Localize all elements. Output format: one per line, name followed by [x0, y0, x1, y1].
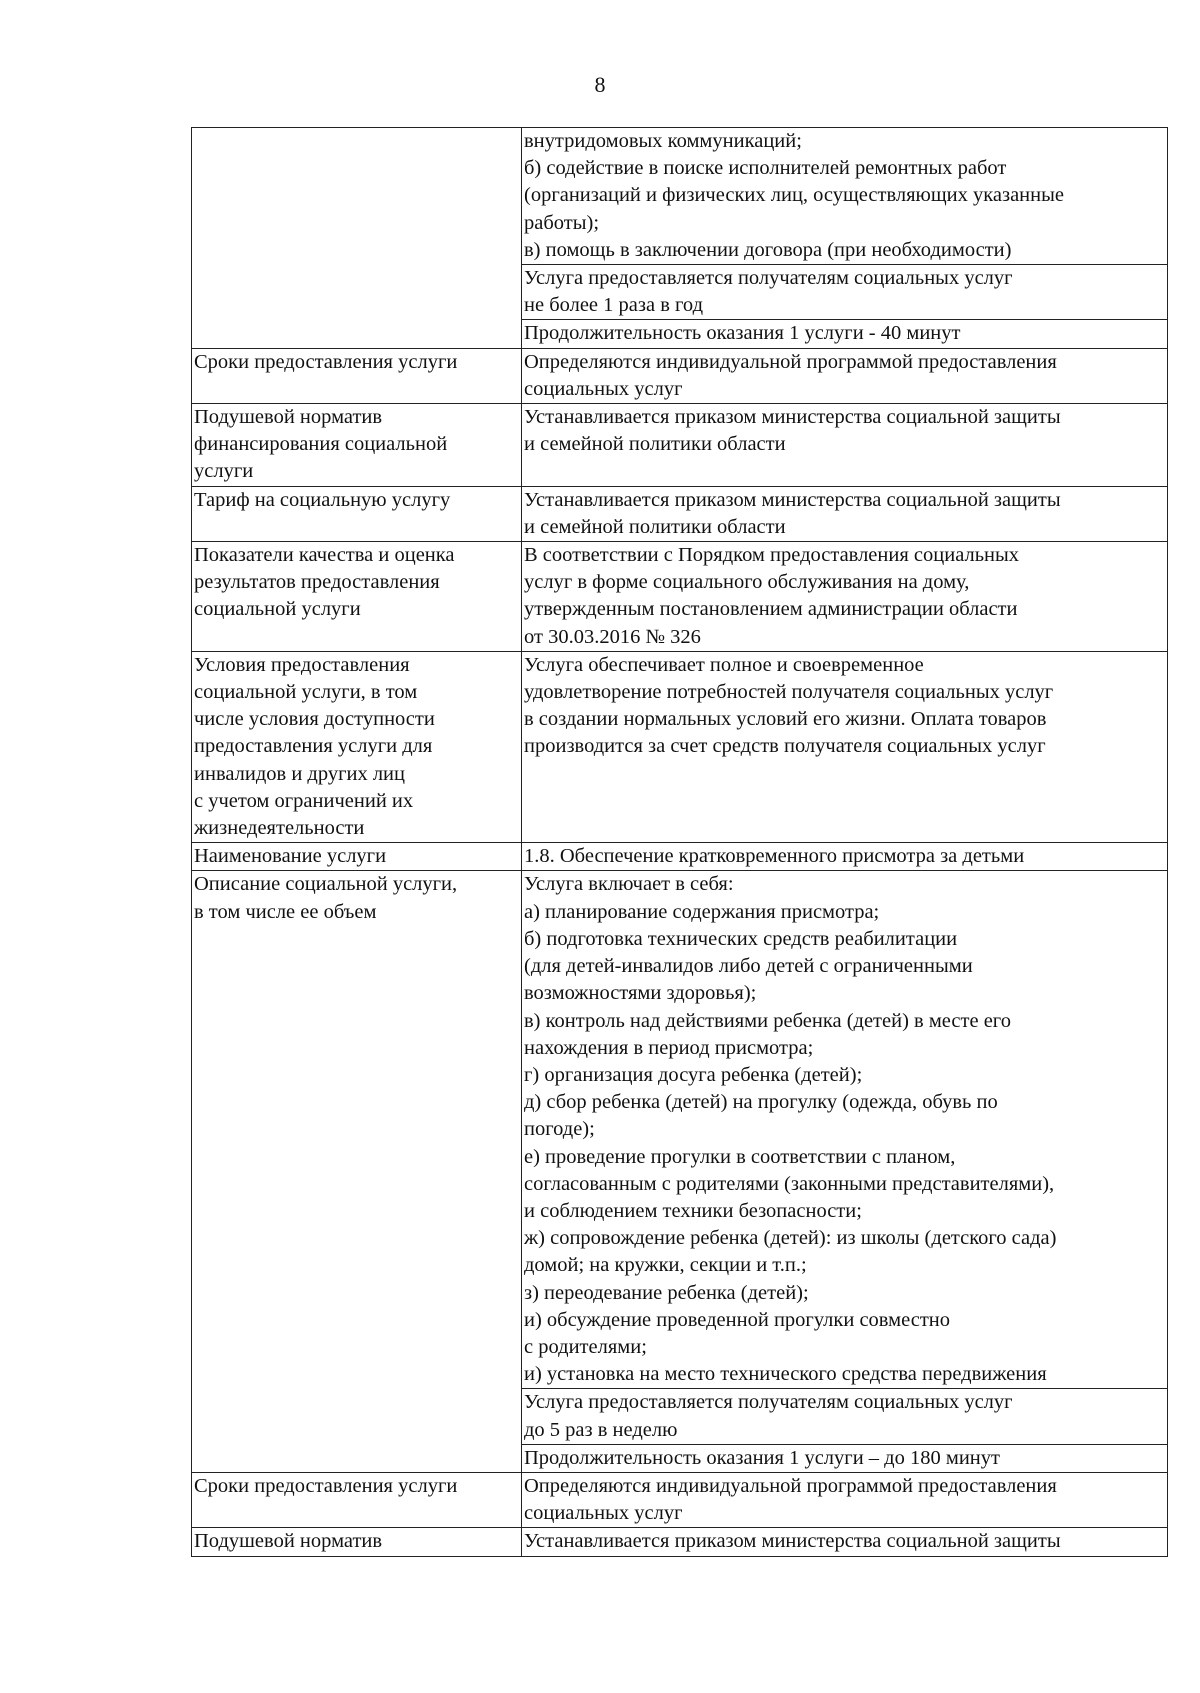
- row-value: Услуга предоставляется получателям социальных услуг не более 1 раза в год: [522, 265, 1168, 320]
- table-row: [192, 1528, 1168, 1556]
- table-row: [192, 651, 1168, 842]
- table-row: [192, 871, 1168, 1389]
- table-row: [192, 128, 1168, 265]
- row-value: Продолжительность оказания 1 услуги – до 180 минут: [522, 1444, 1168, 1472]
- row-value: 1.8. Обеспечение кратковременного присмотра за детьми: [522, 843, 1168, 871]
- row-value: Услуга предоставляется получателям социальных услуг до 5 раз в неделю: [522, 1389, 1168, 1444]
- row-label: Условия предоставления социальной услуги, в том числе условия доступности предоставления услуги для инвалидов и других лиц с учетом ограничений их жизнедеятельности: [192, 651, 522, 842]
- row-value: Услуга обеспечивает полное и своевременное удовлетворение потребностей получателя социальных услуг в создании нормальных условий его жизни. Оплата товаров производится за счет средств получателя социальных услуг: [522, 651, 1168, 842]
- row-label: Сроки предоставления услуги: [192, 1472, 522, 1527]
- row-label: Сроки предоставления услуги: [192, 348, 522, 403]
- table-row: [192, 486, 1168, 541]
- table-row: [192, 843, 1168, 871]
- row-value: В соответствии с Порядком предоставления социальных услуг в форме социального обслуживания на дому, утвержденным постановлением администрации области от 30.03.2016 № 326: [522, 542, 1168, 652]
- row-value: внутридомовых коммуникаций; б) содействие в поиске исполнителей ремонтных работ (организаций и физических лиц, осуществляющих указанные работы); в) помощь в заключении договора (при необходимости): [522, 128, 1168, 265]
- table-row: [192, 348, 1168, 403]
- row-label: Описание социальной услуги, в том числе ее объем: [192, 871, 522, 1472]
- row-value: Определяются индивидуальной программой предоставления социальных услуг: [522, 1472, 1168, 1527]
- row-label: Тариф на социальную услугу: [192, 486, 522, 541]
- row-label-empty: [192, 128, 522, 349]
- row-label: Подушевой норматив финансирования социальной услуги: [192, 404, 522, 487]
- row-value: Продолжительность оказания 1 услуги - 40 минут: [522, 320, 1168, 348]
- table-row: [192, 404, 1168, 487]
- row-label: Показатели качества и оценка результатов предоставления социальной услуги: [192, 542, 522, 652]
- row-label: Подушевой норматив: [192, 1528, 522, 1556]
- table-row: [192, 542, 1168, 652]
- row-value: Устанавливается приказом министерства социальной защиты и семейной политики области: [522, 404, 1168, 487]
- page-number: 8: [594, 72, 606, 97]
- row-value: Устанавливается приказом министерства социальной защиты и семейной политики области: [522, 486, 1168, 541]
- row-value: Определяются индивидуальной программой предоставления социальных услуг: [522, 348, 1168, 403]
- row-value: Услуга включает в себя: а) планирование содержания присмотра; б) подготовка технических средств реабилитации (для детей-инвалидов либо детей с ограниченными возможностями здоровья); в) контроль над действиями ребенка (детей) в месте его нахождения в период присмотра; г) организация досуга ребенка (детей); д) сбор ребенка (детей) на прогулку (одежда, обувь по погоде); е) проведение прогулки в соответствии с планом, согласованным с родителями (законными представителями), и соблюдением техники безопасности; ж) сопровождение ребенка (детей): из школы (детского сада) домой; на кружки, секции и т.п.; з) переодевание ребенка (детей); и) обсуждение проведенной прогулки совместно с родителями; и) установка на место технического средства передвижения: [522, 871, 1168, 1389]
- row-label: Наименование услуги: [192, 843, 522, 871]
- table-row: [192, 1472, 1168, 1527]
- service-table: [191, 127, 1168, 1557]
- row-value: Устанавливается приказом министерства социальной защиты: [522, 1528, 1168, 1556]
